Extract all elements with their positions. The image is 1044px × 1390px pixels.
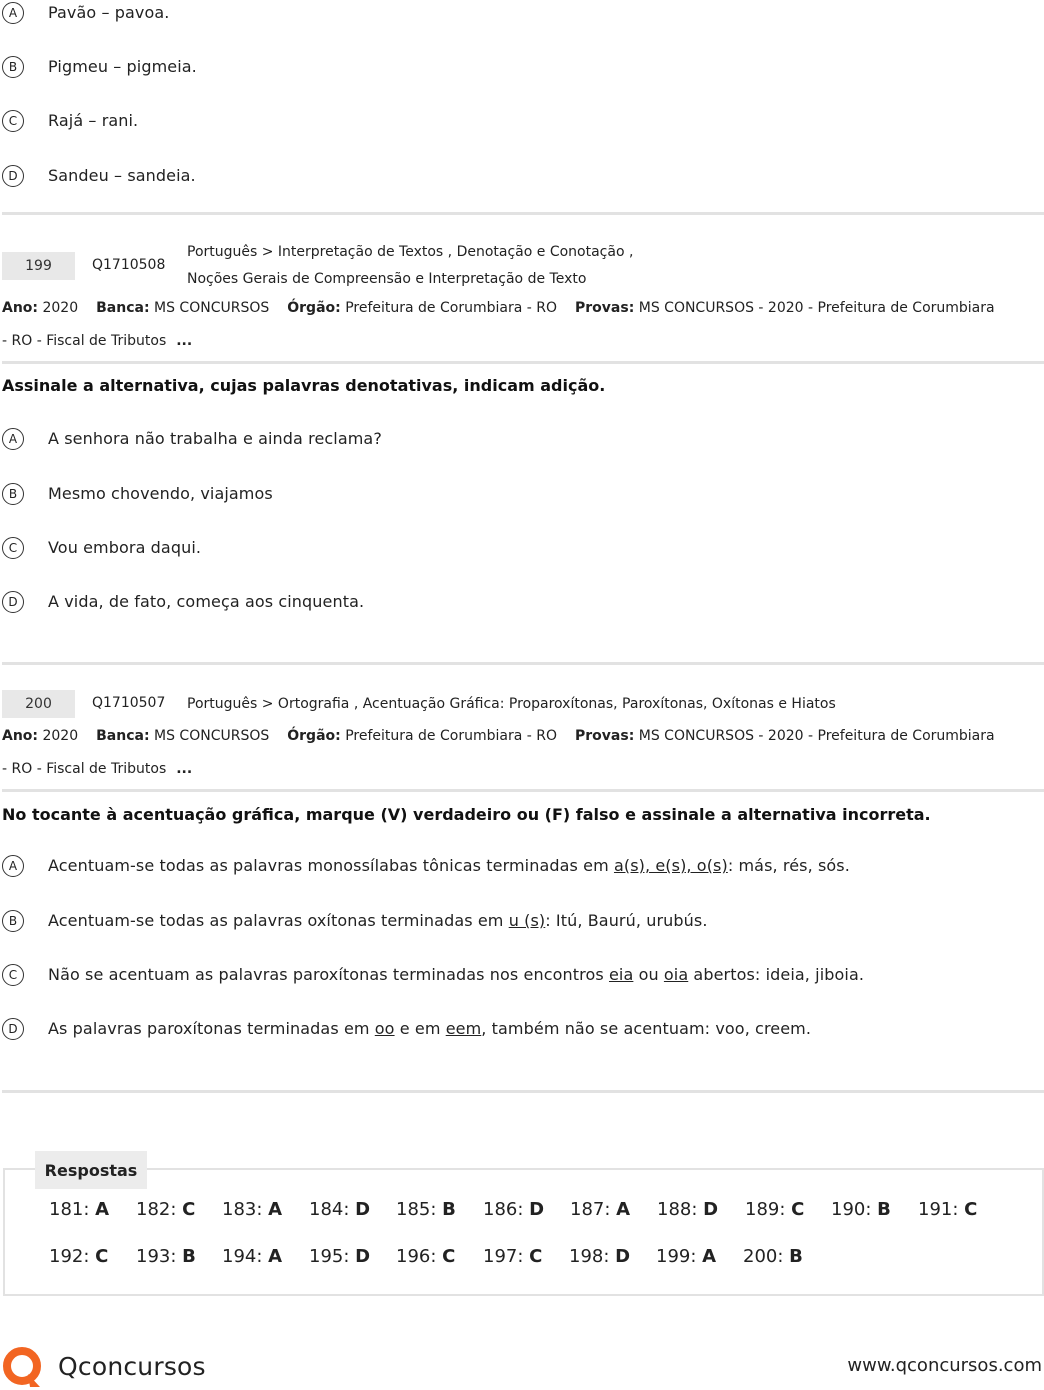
answer-item: 196: C xyxy=(396,1246,456,1267)
question-statement: No tocante à acentuação gráfica, marque (V) verdadeiro ou (F) falso e assinale a alternativa incorreta. xyxy=(2,805,931,824)
option-letter: C xyxy=(2,110,24,132)
answer-item: 191: C xyxy=(918,1199,978,1220)
more-button[interactable]: ... xyxy=(176,761,193,777)
option-d[interactable] xyxy=(2,589,365,615)
option-a[interactable] xyxy=(2,0,170,26)
question-subject[interactable] xyxy=(187,239,633,293)
option-text: Pavão – pavoa. xyxy=(48,3,170,22)
option-d[interactable] xyxy=(2,1016,812,1042)
provas-cont: - RO - Fiscal de Tributos xyxy=(2,761,167,777)
banca-value: MS CONCURSOS xyxy=(154,728,270,744)
provas-cont: - RO - Fiscal de Tributos xyxy=(2,333,167,349)
qconcursos-logo-icon xyxy=(2,1346,44,1388)
option-text: Vou embora daqui. xyxy=(48,538,202,557)
option-a[interactable] xyxy=(2,426,382,452)
option-letter: D xyxy=(2,591,24,613)
answer-item: 199: A xyxy=(656,1246,717,1267)
answer-item: 185: B xyxy=(396,1199,456,1220)
option-c[interactable] xyxy=(2,108,139,134)
question-id: Q1710508 xyxy=(92,257,166,273)
answer-item: 200: B xyxy=(743,1246,803,1267)
option-letter: C xyxy=(2,537,24,559)
divider xyxy=(2,789,1044,792)
ano-value: 2020 xyxy=(42,728,79,744)
provas-value: MS CONCURSOS - 2020 - Prefeitura de Corumbiara xyxy=(638,728,995,744)
divider xyxy=(2,662,1044,665)
question-subject[interactable] xyxy=(187,691,836,718)
option-letter: B xyxy=(2,483,24,505)
brand-name: Qconcursos xyxy=(58,1352,206,1381)
option-letter: D xyxy=(2,165,24,187)
answer-item: 186: D xyxy=(483,1199,545,1220)
option-text: Sandeu – sandeia. xyxy=(48,166,196,185)
ano-label: Ano: xyxy=(2,300,39,316)
option-text: As palavras paroxítonas terminadas em oo e em eem, também não se acentuam: voo, creem. xyxy=(48,1019,812,1038)
option-text: Acentuam-se todas as palavras oxítonas terminadas em u (s): Itú, Baurú, urubús. xyxy=(48,911,708,930)
subject-line: Português > Interpretação de Textos , Denotação e Conotação , xyxy=(187,244,634,260)
option-letter: D xyxy=(2,1018,24,1040)
ano-label: Ano: xyxy=(2,728,39,744)
ano-value: 2020 xyxy=(42,300,79,316)
more-button[interactable]: ... xyxy=(176,333,193,349)
answers-title: Respostas xyxy=(35,1151,147,1189)
option-c[interactable] xyxy=(2,962,865,988)
option-b[interactable] xyxy=(2,908,708,934)
answer-item: 197: C xyxy=(483,1246,543,1267)
question-id: Q1710507 xyxy=(92,695,166,711)
answer-item: 188: D xyxy=(657,1199,719,1220)
divider xyxy=(2,361,1044,364)
answer-item: 195: D xyxy=(309,1246,371,1267)
banca-label: Banca: xyxy=(96,728,150,744)
option-letter: A xyxy=(2,2,24,24)
provas-label: Provas: xyxy=(575,300,635,316)
provas-continued xyxy=(2,761,192,777)
banca-label: Banca: xyxy=(96,300,150,316)
answer-item: 193: B xyxy=(136,1246,196,1267)
answers-box xyxy=(3,1168,1044,1296)
answer-item: 182: C xyxy=(136,1199,196,1220)
answer-item: 194: A xyxy=(222,1246,283,1267)
question-meta xyxy=(2,725,1042,747)
provas-continued xyxy=(2,333,192,349)
subject-line: Português > Ortografia , Acentuação Gráfica: Proparoxítonas, Paroxítonas, Oxítonas e Hiatos xyxy=(187,696,836,712)
option-letter: B xyxy=(2,910,24,932)
answer-item: 184: D xyxy=(309,1199,371,1220)
option-b[interactable] xyxy=(2,481,273,507)
option-b[interactable] xyxy=(2,54,197,80)
divider xyxy=(2,212,1044,215)
question-meta xyxy=(2,297,1042,319)
option-text: A senhora não trabalha e ainda reclama? xyxy=(48,429,382,448)
option-letter: B xyxy=(2,56,24,78)
option-d[interactable] xyxy=(2,163,196,189)
option-a[interactable] xyxy=(2,853,850,879)
site-url[interactable]: www.qconcursos.com xyxy=(847,1355,1042,1376)
question-number: 200 xyxy=(2,690,75,718)
option-text: Pigmeu – pigmeia. xyxy=(48,57,197,76)
provas-label: Provas: xyxy=(575,728,635,744)
subject-line: Noções Gerais de Compreensão e Interpretação de Texto xyxy=(187,271,587,287)
option-letter: A xyxy=(2,428,24,450)
banca-value: MS CONCURSOS xyxy=(154,300,270,316)
answer-item: 189: C xyxy=(745,1199,805,1220)
answer-item: 198: D xyxy=(569,1246,631,1267)
option-letter: C xyxy=(2,964,24,986)
answer-item: 192: C xyxy=(49,1246,109,1267)
orgao-value: Prefeitura de Corumbiara - RO xyxy=(345,300,557,316)
divider xyxy=(2,1090,1044,1093)
provas-value: MS CONCURSOS - 2020 - Prefeitura de Corumbiara xyxy=(638,300,995,316)
option-letter: A xyxy=(2,855,24,877)
orgao-label: Órgão: xyxy=(287,728,341,744)
question-number: 199 xyxy=(2,252,75,280)
answer-item: 181: A xyxy=(49,1199,110,1220)
orgao-label: Órgão: xyxy=(287,300,341,316)
option-text: A vida, de fato, começa aos cinquenta. xyxy=(48,592,365,611)
answer-item: 190: B xyxy=(831,1199,891,1220)
option-text: Não se acentuam as palavras paroxítonas terminadas nos encontros eia ou oia abertos: ideia, jiboia. xyxy=(48,965,865,984)
question-statement: Assinale a alternativa, cujas palavras denotativas, indicam adição. xyxy=(2,376,606,395)
answer-item: 183: A xyxy=(222,1199,283,1220)
option-text: Acentuam-se todas as palavras monossílabas tônicas terminadas em a(s), e(s), o(s): más, rés, sós. xyxy=(48,856,850,875)
option-text: Rajá – rani. xyxy=(48,111,139,130)
answer-item: 187: A xyxy=(570,1199,631,1220)
option-c[interactable] xyxy=(2,535,202,561)
option-text: Mesmo chovendo, viajamos xyxy=(48,484,273,503)
orgao-value: Prefeitura de Corumbiara - RO xyxy=(345,728,557,744)
